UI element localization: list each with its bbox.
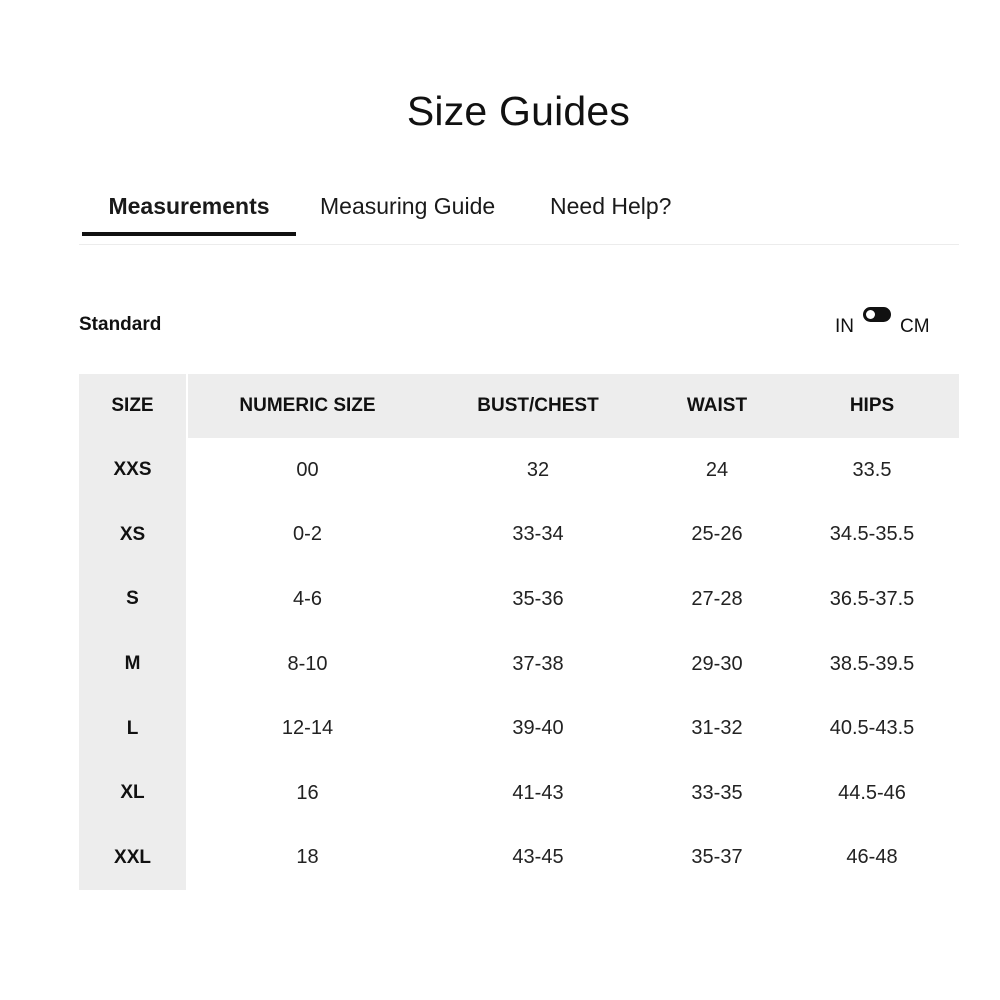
tab-measuring-guide[interactable]: Measuring Guide bbox=[320, 193, 496, 219]
header-hips: HIPS bbox=[785, 374, 959, 438]
header-size: SIZE bbox=[79, 374, 187, 438]
unit-toggle[interactable] bbox=[833, 306, 943, 342]
size-cell: XXS bbox=[79, 438, 187, 503]
bust-chest-cell: 32 bbox=[526, 458, 550, 481]
unit-cm-label[interactable]: CM bbox=[900, 316, 930, 337]
table-row bbox=[79, 503, 959, 568]
header-numeric-size: NUMERIC SIZE bbox=[187, 374, 427, 438]
bust-chest-cell: 37-38 bbox=[512, 652, 564, 675]
table-row bbox=[79, 761, 959, 826]
hips-cell: 44.5-46 bbox=[838, 781, 906, 804]
bust-chest-cell: 33-34 bbox=[512, 523, 564, 546]
size-cell: XXL bbox=[79, 826, 187, 891]
numeric-size-cell: 00 bbox=[296, 458, 319, 481]
header-bust-chest: BUST/CHEST bbox=[427, 374, 649, 438]
section-label: Standard bbox=[79, 314, 162, 335]
size-cell: M bbox=[79, 632, 187, 697]
tab-measurements[interactable]: Measurements bbox=[82, 180, 296, 236]
unit-in-label[interactable]: IN bbox=[835, 316, 854, 337]
numeric-size-cell: 18 bbox=[296, 846, 319, 869]
bust-chest-cell: 41-43 bbox=[512, 781, 564, 804]
hips-cell: 33.5 bbox=[852, 458, 892, 481]
tab-bar bbox=[79, 180, 959, 245]
waist-cell: 29-30 bbox=[691, 652, 743, 675]
bust-chest-cell: 39-40 bbox=[512, 717, 564, 740]
waist-cell: 27-28 bbox=[691, 587, 743, 610]
numeric-size-cell: 16 bbox=[296, 781, 319, 804]
table-row bbox=[79, 438, 959, 503]
waist-cell: 31-32 bbox=[691, 717, 743, 740]
header-waist: WAIST bbox=[649, 374, 785, 438]
numeric-size-cell: 8-10 bbox=[287, 652, 328, 675]
tab-need-help[interactable]: Need Help? bbox=[550, 193, 672, 219]
toggle-knob bbox=[866, 310, 875, 319]
numeric-size-cell: 12-14 bbox=[281, 717, 334, 740]
table-row bbox=[79, 826, 959, 891]
hips-cell: 40.5-43.5 bbox=[829, 717, 915, 740]
table-row bbox=[79, 696, 959, 761]
hips-cell: 38.5-39.5 bbox=[829, 652, 915, 675]
waist-cell: 35-37 bbox=[691, 846, 743, 869]
waist-cell: 24 bbox=[705, 458, 729, 481]
size-cell: S bbox=[79, 567, 187, 632]
bust-chest-cell: 43-45 bbox=[512, 846, 564, 869]
hips-cell: 36.5-37.5 bbox=[829, 587, 915, 610]
bust-chest-cell: 35-36 bbox=[512, 587, 564, 610]
table-row bbox=[79, 632, 959, 697]
hips-cell: 34.5-35.5 bbox=[829, 523, 915, 546]
table-header-row bbox=[79, 374, 959, 438]
numeric-size-cell: 0-2 bbox=[293, 523, 322, 546]
toggle-switch-icon[interactable] bbox=[863, 307, 891, 322]
size-cell: XL bbox=[79, 761, 187, 826]
waist-cell: 25-26 bbox=[691, 523, 743, 546]
page-title: Size Guides bbox=[406, 88, 631, 134]
waist-cell: 33-35 bbox=[691, 781, 743, 804]
size-chart-table bbox=[79, 374, 960, 890]
size-cell: XS bbox=[79, 503, 187, 568]
size-cell: L bbox=[79, 696, 187, 761]
numeric-size-cell: 4-6 bbox=[293, 587, 322, 610]
table-row bbox=[79, 567, 959, 632]
hips-cell: 46-48 bbox=[846, 846, 898, 869]
